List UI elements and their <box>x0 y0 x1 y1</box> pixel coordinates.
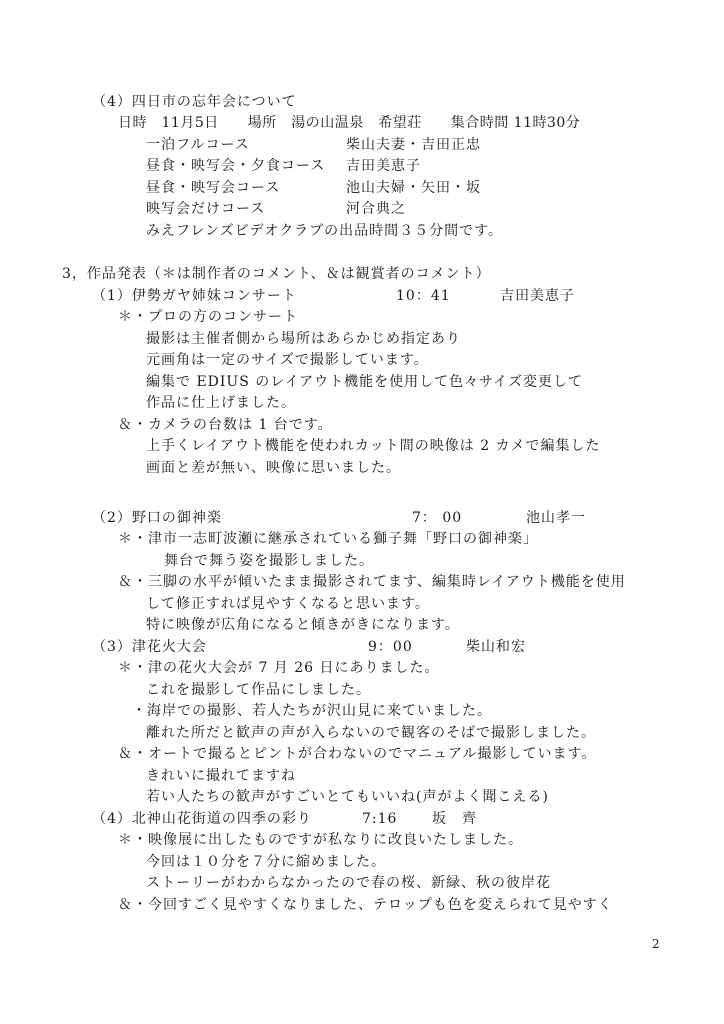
work-title: （1）伊勢ガヤ姉妹コンサート <box>92 288 297 304</box>
work-author: 柴山和宏 <box>466 639 526 655</box>
comment-line: 離れた所だと歓声の声が入らないので観客のそばで撮影しました。 <box>146 725 596 741</box>
comment-line: 舞台で舞う姿を撮影しました。 <box>164 553 374 569</box>
section-heading: （4）四日市の忘年会について <box>92 94 297 110</box>
comment-line: 今回は１０分を７分に縮めました。 <box>146 854 386 870</box>
course-members: 吉田美恵子 <box>346 158 421 174</box>
comment-line: 作品に仕上げました。 <box>146 395 296 411</box>
comment-line: きれいに撮れてますね <box>146 768 296 784</box>
comment-line: 特に映像が広角になると傾きがきになります。 <box>146 617 460 633</box>
work-duration: 7:16 <box>362 811 398 827</box>
comment-line: して修正すれば見やすくなると思います。 <box>146 596 430 612</box>
section-heading: 3，作品発表（＊は制作者のコメント、＆は観賞者のコメント） <box>62 266 491 282</box>
comment-line: ＆・今回すごく見やすくなりました、テロップも色を変えられて見やすく <box>118 897 613 913</box>
comment-line: ＊・津の花火大会が 7 月 26 日にありました。 <box>118 660 440 676</box>
comment-line: ＊・プロの方のコンサート <box>118 309 298 325</box>
page-number: 2 <box>652 937 660 951</box>
comment-line: 元画角は一定のサイズで撮影しています。 <box>146 352 429 368</box>
work-title: （2）野口の御神楽 <box>92 510 222 526</box>
work-author: 坂 齊 <box>432 811 477 827</box>
work-duration: 7： 00 <box>412 510 463 526</box>
work-author: 池山孝一 <box>526 510 586 526</box>
exhibit-time-note: みえフレンズビデオクラブの出品時間３５分間です。 <box>146 223 503 239</box>
comment-line: ＆・オートで撮るとピントが合わないのでマニュアル撮影しています。 <box>118 746 597 762</box>
course-members: 池山夫婦・矢田・坂 <box>346 180 481 196</box>
course-name: 映写会だけコース <box>146 201 266 217</box>
course-members: 柴山夫妻・吉田正忠 <box>346 137 481 153</box>
course-members: 河合典之 <box>346 201 406 217</box>
comment-line: ＊・映像展に出したものですが私なりに改良いたしました。 <box>118 832 523 848</box>
event-details: 日時 11月5日 場所 湯の山温泉 希望荘 集合時間 11時30分 <box>118 115 581 131</box>
comment-line: 上手くレイアウト機能を使われカット間の映像は 2 カメで編集した <box>146 438 601 454</box>
comment-line: ＊・津市一志町波瀬に継承されている獅子舞「野口の御神楽」 <box>118 531 538 547</box>
comment-line: これを撮影して作品にしました。 <box>146 682 371 698</box>
work-duration: 9：00 <box>368 639 413 655</box>
comment-line: ・海岸での撮影、若人たちが沢山見に来ていました。 <box>132 703 492 719</box>
course-name: 昼食・映写会・夕食コース <box>146 158 326 174</box>
comment-line: ＆・三脚の水平が傾いたまま撮影されてます、編集時レイアウト機能を使用 <box>118 574 626 590</box>
comment-line: 若い人たちの歓声がすごいとてもいいね(声がよく聞こえる) <box>146 789 549 805</box>
course-name: 一泊フルコース <box>146 137 250 153</box>
comment-line: ストーリーがわからなかったので春の桜、新緑、秋の彼岸花 <box>146 875 551 891</box>
course-name: 昼食・映写会コース <box>146 180 281 196</box>
comment-line: 撮影は主催者側から場所はあらかじめ指定あり <box>146 331 461 347</box>
work-title: （4）北神山花街道の四季の彩り <box>92 811 312 827</box>
comment-line: 画面と差が無い、映像に思いました。 <box>146 460 401 476</box>
comment-line: 編集で EDIUS のレイアウト機能を使用して色々サイズ変更して <box>146 374 584 390</box>
work-title: （3）津花火大会 <box>92 639 207 655</box>
work-author: 吉田美恵子 <box>500 288 575 304</box>
work-duration: 10：41 <box>396 288 451 304</box>
comment-line: ＆・カメラの台数は 1 台です。 <box>118 417 333 433</box>
